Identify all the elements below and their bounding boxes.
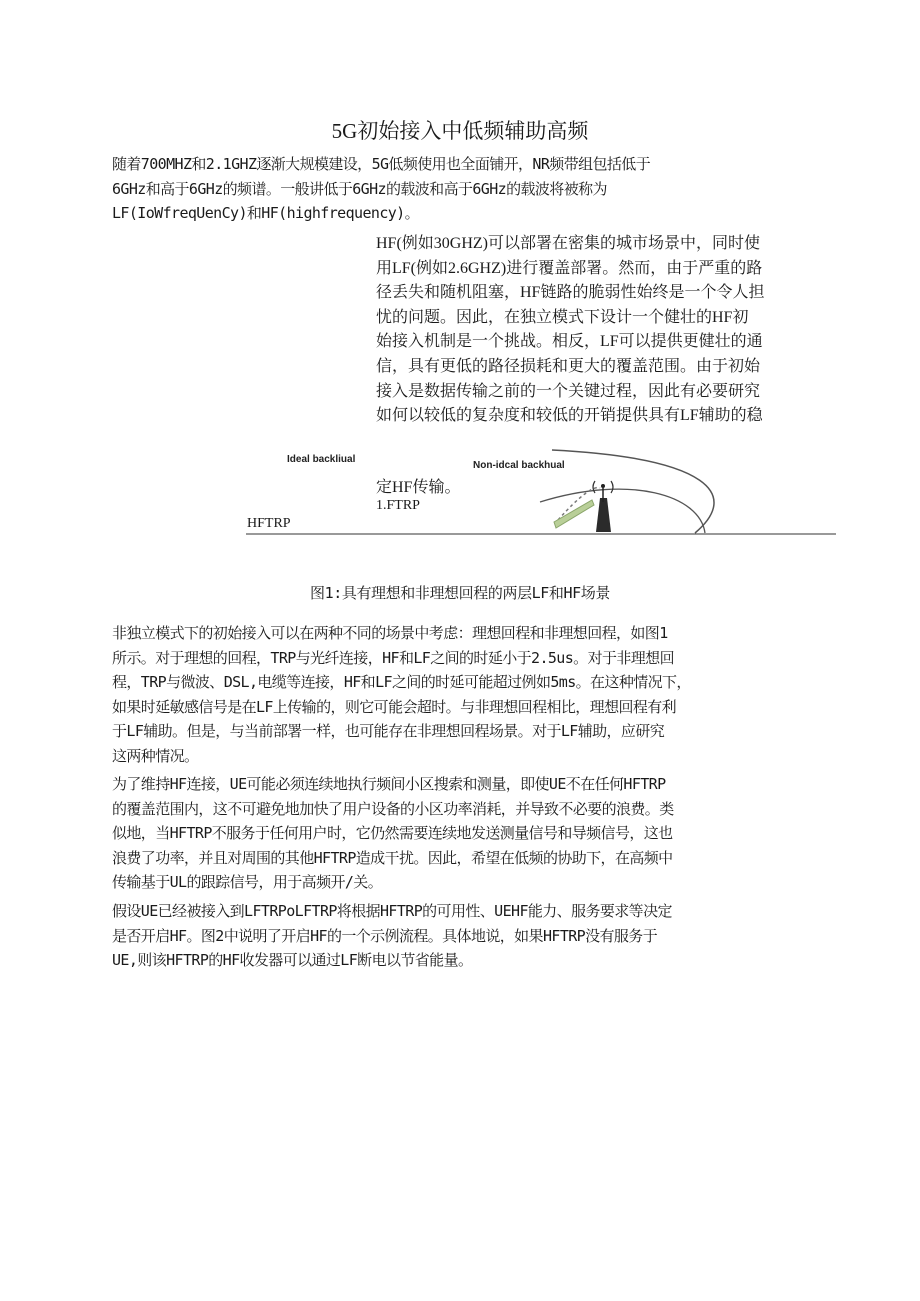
paragraph-line: 如果时延敏感信号是在LF上传输的，则它可能会超时。与非理想回程相比，理想回程有利 xyxy=(112,697,677,716)
paragraph-line: 是否开启HF。图2中说明了开启HF的一个示例流程。具体地说，如果HFTRP没有服务于 xyxy=(112,926,658,945)
paragraph-line: 这两种情况。 xyxy=(112,746,199,765)
paragraph-line: 于LF辅助。但是，与当前部署一样，也可能存在非理想回程场景。对于LF辅助，应研究 xyxy=(112,722,665,740)
paragraph-line: UE,则该HFTRP的HF收发器可以通过LF断电以节省能量。 xyxy=(112,951,473,969)
side-line: 用LF(例如2.6GHZ)进行覆盖部署。然而，由于严重的路 xyxy=(376,259,763,277)
intro-line: LF(IoWfreqUenCy)和HF(highfrequency)。 xyxy=(112,204,420,222)
paragraph-backhaul xyxy=(112,621,842,768)
paragraph-line: 传输基于UL的跟踪信号，用于高频开/关。 xyxy=(112,873,383,891)
coverage-arc-inner xyxy=(540,489,705,533)
paragraph-line: 程，TRP与微波、DSL,电缆等连接，HF和LF之间的时延可能超过例如5ms。在这种情况下， xyxy=(112,673,691,691)
side-line: 如何以较低的复杂度和较低的开销提供具有LF辅助的稳 xyxy=(376,407,763,425)
side-line: 信，具有更低的路径损耗和更大的覆盖范围。由于初始 xyxy=(376,357,761,375)
side-paragraph xyxy=(376,232,846,429)
side-line: 接入是数据传输之前的一个关键过程，因此有必要研究 xyxy=(376,382,761,400)
paragraph-line: 为了维持HF连接，UE可能必须连续地执行频间小区搜索和测量，即使UE不在任何HFTRP xyxy=(112,775,666,793)
page-title: 5G初始接入中低频辅助高频 xyxy=(331,119,589,143)
paragraph-line: 的覆盖范围内，这不可避免地加快了用户设备的小区功率消耗，并导致不必要的浪费。类 xyxy=(112,799,674,818)
side-line: 始接入机制是一个挑战。相反，LF可以提供更健壮的通 xyxy=(376,333,763,351)
hftrp-label: HFTRP xyxy=(247,516,291,531)
paragraph-line: 所示。对于理想的回程，TRP与光纤连接，HF和LF之间的时延小于2.5us。对于非理想回 xyxy=(112,648,674,667)
paragraph-hf-switch xyxy=(112,899,842,973)
nonideal-backhaul-label: Non-idcal backhual xyxy=(473,460,565,471)
intro-line: 随着700MHZ和2.1GHZ逐渐大规模建设，5G低频使用也全面铺开，NR频带组包括低于 xyxy=(112,155,651,173)
side-paragraph-tail: 定HF传输。 xyxy=(376,479,461,496)
paragraph-hf-connection xyxy=(112,772,842,895)
side-line: 径丢失和随机阻塞，HF链路的脆弱性始终是一个令人担 xyxy=(376,284,765,302)
paragraph-line: 似地，当HFTRP不服务于任何用户时，它仍然需要连续地发送测量信号和导频信号，这也 xyxy=(112,824,673,842)
ftrp-label: 1.FTRP xyxy=(376,498,420,513)
figure-caption: 图1:具有理想和非理想回程的两层LF和HF场景 xyxy=(310,584,610,602)
intro-line: 6GHz和高于6GHz的频谱。一般讲低于6GHz的载波和高于6GHz的载波将被称为 xyxy=(112,179,607,198)
paragraph-line: 假设UE已经被接入到LFTRPoLFTRP将根据HFTRP的可用性、UEHF能力、服务要求等决定 xyxy=(112,902,672,920)
fiber-link-icon xyxy=(554,500,594,528)
coverage-arc-outer xyxy=(552,450,714,533)
side-line: 忧的问题。因此，在独立模式下设计一个健壮的HF初 xyxy=(376,308,749,326)
ideal-backhaul-label: Ideal backliual xyxy=(287,454,356,465)
paragraph-line: 浪费了功率，并且对周围的其他HFTRP造成干扰。因此，希望在低频的协助下，在高频中 xyxy=(112,848,673,867)
intro-paragraph xyxy=(112,152,842,226)
paragraph-line: 非独立模式下的初始接入可以在两种不同的场景中考虑：理想回程和非理想回程，如图1 xyxy=(112,624,668,642)
side-line: HF(例如30GHZ)可以部署在密集的城市场景中，同时使 xyxy=(376,235,760,252)
